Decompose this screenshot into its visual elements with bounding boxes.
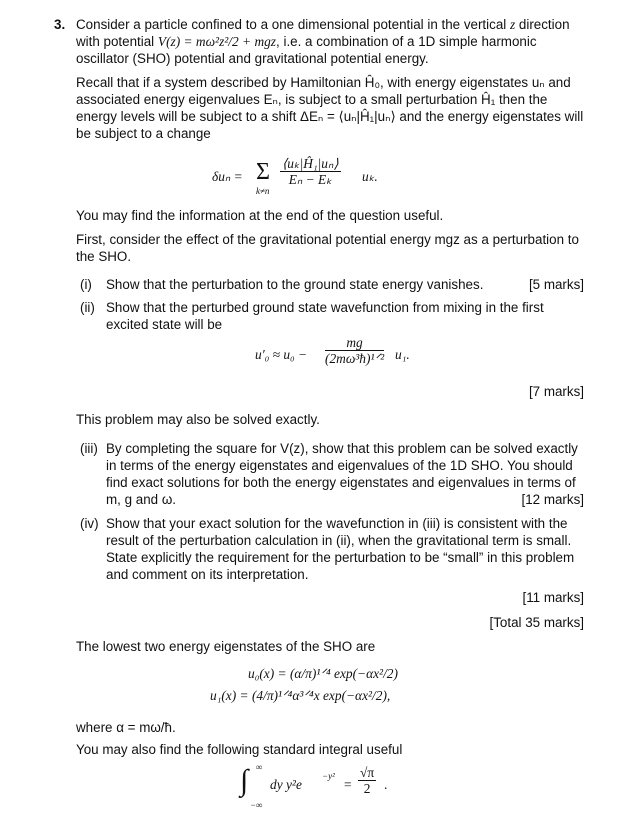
integrand-exponent: −y² — [322, 771, 335, 781]
part-iii — [80, 440, 584, 508]
integral-tail: . — [384, 777, 388, 792]
integral-equals: = — [344, 777, 352, 792]
integral-upper-limit: ∞ — [256, 762, 263, 772]
useful-note: You may find the information at the end of the question useful. — [76, 208, 444, 223]
formula2-tail: u₁. — [395, 347, 410, 362]
formula1-numerator: ⟨uₖ|Ĥ₁|uₙ⟩ — [282, 156, 339, 171]
question-number: 3. — [54, 17, 66, 32]
part-iv-text: Show that your exact solution for the wavefunction in (iii) is consistent with the result of the perturbation calculation in (ii), when the gravitational term is small. State explicitly the requirement for the perturbation to be “small” in this problem and comment on its interpretation. — [106, 516, 575, 582]
sum-subscript: k≠n — [256, 186, 270, 196]
eigenstate-u1: u₁(x) = (4/π)¹ᐟ⁴α³ᐟ⁴x exp(−αx²/2), — [210, 688, 391, 703]
part-ii-number: (ii) — [80, 300, 95, 315]
formula2-denominator: (2mω³ħ)¹ᐟ² — [325, 351, 385, 366]
part-iii-text: By completing the square for V(z), show that this problem can be solved exactly in terms of the energy eigenstates and eigenvalues of the 1D SHO. You should find exact solutions for both the energy eigenstates and eigenvalues in terms of m, g and ω. — [106, 441, 578, 507]
formula1-lhs: δuₙ = — [212, 169, 243, 184]
part-i-number: (i) — [80, 277, 92, 292]
total-marks: [Total 35 marks] — [489, 615, 584, 630]
integral-result — [358, 765, 376, 796]
exact-note: This problem may also be solved exactly. — [76, 412, 320, 427]
part-i-text: Show that the perturbation to the ground state energy vanishes. — [106, 277, 484, 292]
part-iv-marks: [11 marks] — [522, 590, 584, 605]
part-iv-number: (iv) — [80, 516, 99, 531]
formula2-lhs: u′₀ ≈ u₀ − — [255, 347, 308, 362]
integral-sign: ∫ — [240, 764, 249, 797]
integral-note: You may also find the following standard integral useful — [76, 742, 403, 757]
perturbation-formula — [212, 156, 442, 196]
first-paragraph: First, consider the effect of the gravitational potential energy mgz as a perturbation to the SHO. — [76, 232, 579, 264]
perturbed-wavefunction-formula — [255, 337, 425, 373]
part-iii-marks: [12 marks] — [521, 492, 584, 507]
part-iii-number: (iii) — [80, 441, 98, 456]
eigenstates-formula — [210, 665, 450, 711]
integral-lower-limit: −∞ — [250, 800, 263, 810]
intro-text-3: , i.e. a combination of a 1D simple harmonic oscillator (SHO) potential and gravitational potential energy. — [76, 34, 537, 66]
integral-result-numerator: √π — [360, 765, 375, 780]
part-ii — [80, 299, 584, 333]
part-i-marks: [5 marks] — [528, 277, 584, 292]
formula1-fraction — [280, 156, 341, 187]
part-ii-marks: [7 marks] — [528, 384, 584, 399]
recall-paragraph: Recall that if a system described by Hamiltonian Ĥ₀, with energy eigenstates uₙ and associated energy eigenvalues Eₙ, is subject to a small perturbation Ĥ₁ then the energy levels will be subject to a shift ΔEₙ = ⟨uₙ|Ĥ₁|uₙ⟩ and the energy eigenstates will be subject to a change — [76, 75, 584, 141]
part-i — [80, 276, 584, 293]
intro-var-z: z — [509, 17, 516, 32]
part-ii-text: Show that the perturbed ground state wavefunction from mixing in the first excited state will be — [106, 300, 544, 332]
formula1-tail: uₖ. — [362, 169, 378, 184]
intro-text-1: Consider a particle confined to a one dimensional potential in the vertical — [76, 17, 510, 32]
intro-text-2: direction with potential — [76, 17, 570, 49]
sum-symbol: Σ — [256, 159, 270, 185]
standard-integral — [240, 762, 420, 818]
integrand: dy y²e — [270, 777, 302, 792]
alpha-definition: where α = mω/ħ. — [76, 720, 176, 735]
part-iv — [80, 515, 584, 583]
formula2-fraction — [325, 335, 384, 366]
formula2-numerator: mg — [325, 335, 384, 351]
question-intro — [76, 16, 584, 67]
integral-result-denominator: 2 — [363, 781, 371, 796]
eigenstate-u0: u₀(x) = (α/π)¹ᐟ⁴ exp(−αx²/2) — [248, 666, 398, 681]
intro-potential: V(z) = mω²z²/2 + mgz — [157, 34, 277, 49]
formula1-denominator: Eₙ − Eₖ — [288, 172, 332, 187]
lowest-eigenstates-text: The lowest two energy eigenstates of the SHO are — [76, 639, 376, 654]
